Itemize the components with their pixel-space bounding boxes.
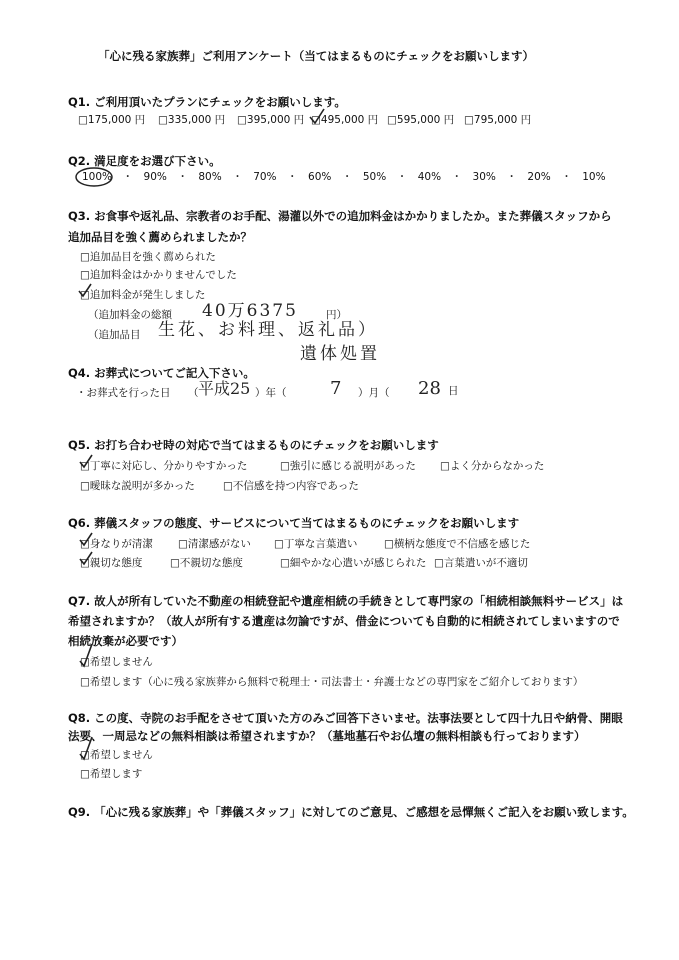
q7-check-mark-icon (78, 643, 94, 669)
q5-option-forceful[interactable]: □強引に感じる説明があった (280, 460, 416, 472)
q4-date-label: ・お葬式を行った日 (76, 387, 171, 399)
q4-month-handwritten[interactable]: 7 (330, 378, 342, 399)
q4-day-suffix: 日 (448, 385, 459, 397)
q7-label-line3: 相続放棄が必要です） (68, 634, 183, 648)
q8-option-request[interactable]: □希望します (80, 768, 143, 780)
q3-check-mark-icon (77, 283, 93, 299)
q6-check-mark-kind-icon (78, 551, 94, 567)
q3-label-line2: 追加品目を強く薦められましたか？ (68, 230, 252, 244)
q5-option-unclear[interactable]: □よく分からなかった (440, 460, 545, 472)
q6-option-thoughtful[interactable]: □細やかな心遣いが感じられた (280, 557, 427, 569)
q3-label-line1: Q3. お食事や返礼品、宗教者のお手配、湯灌以外での追加料金はかかりましたか。また葬儀スタッフから (68, 209, 612, 223)
q7-label-line2: 希望されますか？（故人が所有する遺産は勿論ですが、借金についても自動的に相続されてしまいますので (68, 614, 620, 628)
q5-option-distrust[interactable]: □不信感を持つ内容であった (223, 480, 359, 492)
q6-option-arrogant[interactable]: □横柄な態度で不信感を感じた (384, 538, 531, 550)
q3-items-handwritten-line2[interactable]: 遺体処置 (300, 344, 380, 364)
q1-check-mark-icon (308, 108, 326, 126)
q1-option-595000[interactable]: □595,000 円 (387, 114, 455, 126)
q6-label: Q6. 葬儀スタッフの態度、サービスについて当てはまるものにチェックをお願いします (68, 516, 520, 530)
q8-label-line1: Q8. この度、寺院のお手配をさせて頂いた方のみご回答下さいませ。法事法要として四十九日や納骨、開眼 (68, 711, 623, 725)
q4-year-suffix: ）年（ (255, 387, 287, 399)
q5-option-vague[interactable]: □曖昧な説明が多かった (80, 480, 195, 492)
q2-satisfaction-scale[interactable]: 100% ・ 90% ・ 80% ・ 70% ・ 60% ・ 50% ・ 40% ・ 30% ・ 20% ・ 10% (82, 171, 606, 183)
q4-month-suffix: ）月（ (358, 387, 390, 399)
q4-day-handwritten[interactable]: 28 (418, 378, 441, 399)
q5-label: Q5. お打ち合わせ時の対応で当てはまるものにチェックをお願いします (68, 438, 439, 452)
q1-option-795000[interactable]: □795,000 円 (464, 114, 532, 126)
q3-items-label: （追加品目 (88, 329, 141, 341)
q5-check-mark-icon (78, 454, 94, 470)
page-title: 「心に残る家族葬」ご利用アンケート（当てはまるものにチェックをお願いします） (98, 49, 534, 63)
q3-total-label: （追加料金の総額 (88, 309, 172, 321)
q2-label: Q2. 満足度をお選び下さい。 (68, 154, 221, 168)
q1-option-175000[interactable]: □175,000 円 (78, 114, 146, 126)
q6-option-unkind[interactable]: □不親切な態度 (170, 557, 243, 569)
q6-check-mark-neat-icon (78, 532, 94, 548)
q3-option-no-extra-fee[interactable]: □追加料金はかかりませんでした (80, 269, 237, 281)
q3-items-handwritten-line1[interactable]: 生花、お料理、返礼品） (158, 320, 378, 340)
q7-option-request[interactable]: □希望します（心に残る家族葬から無料で税理士・司法書士・弁護士などの専門家をご紹介しております） (80, 676, 584, 688)
q3-option-pushed-items[interactable]: □追加品目を強く薦められた (80, 251, 216, 263)
q8-check-mark-icon (78, 736, 94, 762)
q4-label: Q4. お葬式についてご記入下さい。 (68, 366, 255, 380)
q6-option-polite-speech[interactable]: □丁寧な言葉遣い (274, 538, 358, 550)
q1-option-495000[interactable]: □495,000 円 (311, 114, 379, 126)
q6-option-not-clean[interactable]: □清潔感がない (178, 538, 251, 550)
q1-option-395000[interactable]: □395,000 円 (237, 114, 305, 126)
q6-option-rude-speech[interactable]: □言葉遣いが不適切 (434, 557, 528, 569)
q9-label: Q9. 「心に残る家族葬」や「葬儀スタッフ」に対してのご意見、ご感想を忌憚無くご記入をお願い致します。 (68, 805, 634, 819)
q8-label-line2: 法要、一周忌などの無料相談は希望されますか？（墓地墓石やお仏壇の無料相談も行っております） (68, 729, 586, 743)
q8-option-decline[interactable]: □希望しません (80, 749, 153, 761)
q3-option-extra-fee[interactable]: □追加料金が発生しました (80, 289, 206, 301)
q3-total-unit: 円） (326, 309, 347, 321)
q6-option-kind[interactable]: □親切な態度 (80, 557, 143, 569)
q2-circle-mark-icon (74, 166, 114, 188)
q1-option-335000[interactable]: □335,000 円 (158, 114, 226, 126)
q3-total-handwritten[interactable]: 40万6375 (202, 301, 298, 321)
q4-open-paren: （ (188, 387, 199, 399)
q7-option-decline[interactable]: □希望しません (80, 656, 153, 668)
q1-label: Q1. ご利用頂いたプランにチェックをお願いします。 (68, 95, 346, 109)
q4-era-handwritten[interactable]: 平成25 (198, 379, 251, 398)
q5-option-polite[interactable]: □丁寧に対応し、分かりやすかった (80, 460, 248, 472)
q6-option-neat[interactable]: □身なりが清潔 (80, 538, 153, 550)
q7-label-line1: Q7. 故人が所有していた不動産の相続登記や遺産相続の手続きとして専門家の「相続相談無料サービス」は (68, 594, 624, 608)
